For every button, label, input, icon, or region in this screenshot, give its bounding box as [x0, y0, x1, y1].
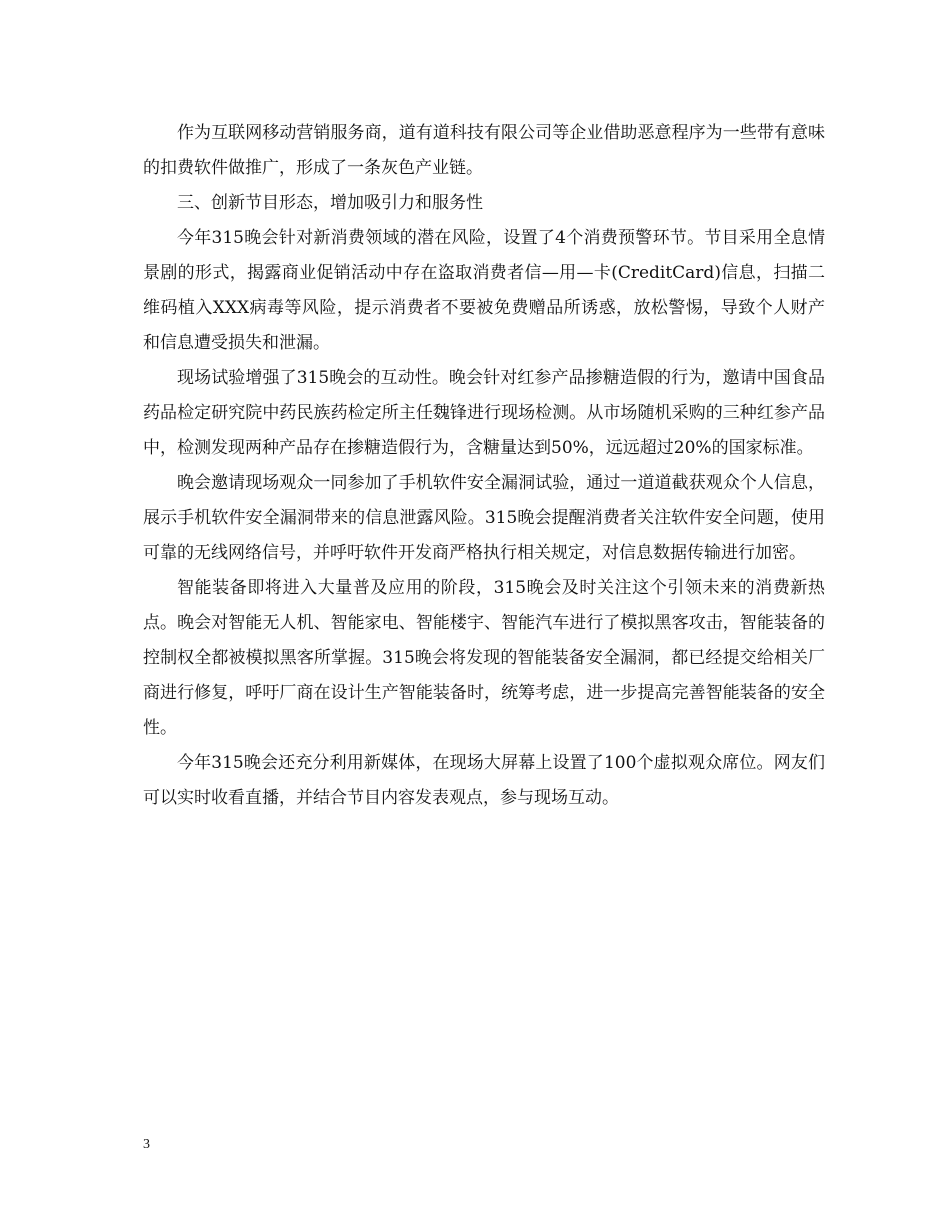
document-body: [143, 116, 825, 816]
paragraph-marketing-chain: 作为互联网移动营销服务商，道有道科技有限公司等企业借助恶意程序为一些带有意味的扣费软件做推广，形成了一条灰色产业链。: [143, 123, 825, 178]
page-number: 3: [143, 1137, 150, 1152]
paragraph-consumer-warnings: 今年315晚会针对新消费领域的潜在风险，设置了4个消费预警环节。节目采用全息情景剧的形式，揭露商业促销活动中存在盗取消费者信—用—卡(CreditCard)信息，扫描二维码植入XXX病毒等风险，提示消费者不要被免费赠品所诱惑，放松警惕，导致个人财产和信息遭受损失和泄漏。: [143, 228, 825, 353]
paragraph-smart-devices: 智能装备即将进入大量普及应用的阶段，315晚会及时关注这个引领未来的消费新热点。晚会对智能无人机、智能家电、智能楼宇、智能汽车进行了模拟黑客攻击，智能装备的控制权全都被模拟黑客所掌握。315晚会将发现的智能装备安全漏洞，都已经提交给相关厂商进行修复，呼吁厂商在设计生产智能装备时，统筹考虑，进一步提高完善智能装备的安全性。: [143, 578, 825, 738]
section-heading-innovation: 三、创新节目形态，增加吸引力和服务性: [177, 193, 483, 213]
paragraph-new-media: 今年315晚会还充分利用新媒体，在现场大屏幕上设置了100个虚拟观众席位。网友们可以实时收看直播，并结合节目内容发表观点，参与现场互动。: [143, 753, 825, 808]
paragraph-live-test: 现场试验增强了315晚会的互动性。晚会针对红参产品掺糖造假的行为，邀请中国食品药品检定研究院中药民族药检定所主任魏锋进行现场检测。从市场随机采购的三种红参产品中，检测发现两种产品存在掺糖造假行为，含糖量达到50%，远远超过20%的国家标准。: [143, 368, 825, 458]
paragraph-app-security: 晚会邀请现场观众一同参加了手机软件安全漏洞试验，通过一道道截获观众个人信息，展示手机软件安全漏洞带来的信息泄露风险。315晚会提醒消费者关注软件安全问题，使用可靠的无线网络信号，并呼吁软件开发商严格执行相关规定，对信息数据传输进行加密。: [143, 473, 825, 563]
